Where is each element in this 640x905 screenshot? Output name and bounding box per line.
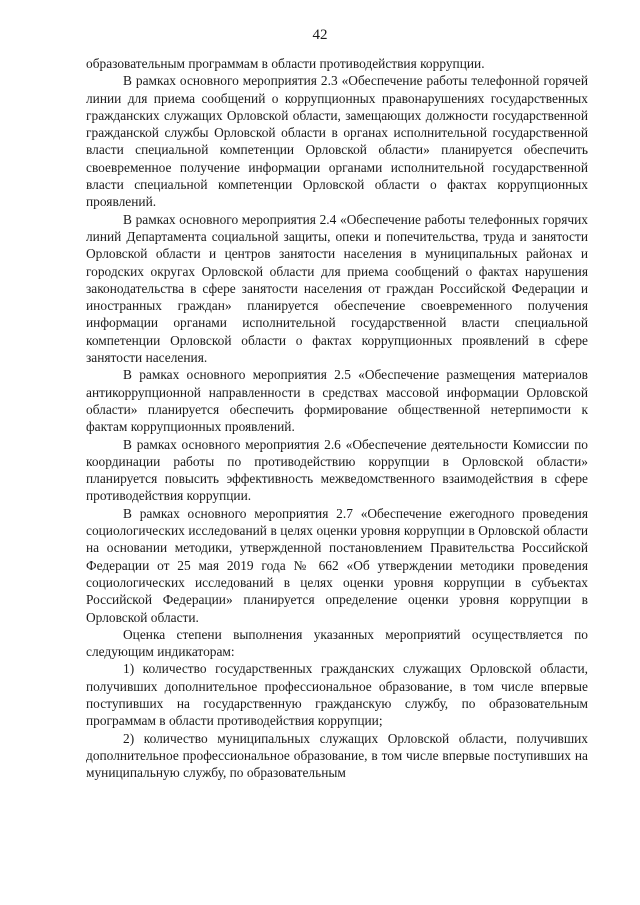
document-body <box>86 55 588 781</box>
page-number: 42 <box>312 27 328 43</box>
paragraph-measure-2-4: В рамках основного мероприятия 2.4 «Обеспечение работы телефонных горячих линий Департамента социальной защиты, опеки и попечительства, труда и занятости Орловской области и центров занятости населения в муниципальных районах и городских округах Орловской области для приема сообщений о фактах нарушения законодательства в сфере занятости населения от граждан Российской Федерации и иностранных граждан» планируется обеспечение своевременного получения информации органами исполнительной государственной власти специальной компетенции Орловской области о фактах коррупционных проявлений в сфере занятости населения. <box>86 211 588 366</box>
paragraph-indicators-intro: Оценка степени выполнения указанных мероприятий осуществляется по следующим индикаторам: <box>86 626 588 660</box>
paragraph-measure-2-5: В рамках основного мероприятия 2.5 «Обеспечение размещения материалов антикоррупционной направленности в средствах массовой информации Орловской области» планируется обеспечить формирование общественной нетерпимости к фактам коррупционных проявлений. <box>86 367 588 435</box>
paragraph-measure-2-3: В рамках основного мероприятия 2.3 «Обеспечение работы телефонной горячей линии для приема сообщений о коррупционных правонарушениях государственных гражданских служащих Орловской области, замещающих должности государственной гражданской службы Орловской области в органах исполнительной государственной власти специальной компетенции Орловской области» планируется обеспечить своевременное получение информации органами исполнительной государственной власти специальной компетенции Орловской области о фактах коррупционных проявлений. <box>86 73 588 210</box>
paragraph-measure-2-7: В рамках основного мероприятия 2.7 «Обеспечение ежегодного проведения социологических исследований в целях оценки уровня коррупции в Орловской области на основании методики, утвержденной постановлением Правительства Российской Федерации от 25 мая 2019 года № 662 «Об утверждении методики проведения социологических исследований в целях оценки уровня коррупции в субъектах Российской Федерации» планируется определение оценки уровня коррупции в Орловской области. <box>86 505 588 625</box>
list-item-indicator-2: 2) количество муниципальных служащих Орловской области, получивших дополнительное профессиональное образование, в том числе впервые поступивших на муниципальную службу, по образовательным <box>86 730 588 781</box>
paragraph-continuation: образовательным программам в области противодействия коррупции. <box>86 56 485 71</box>
paragraph-measure-2-6: В рамках основного мероприятия 2.6 «Обеспечение деятельности Комиссии по координации работы по противодействию коррупции в Орловской области» планируется повысить эффективность межведомственного взаимодействия в сфере противодействия коррупции. <box>86 436 588 504</box>
list-item-indicator-1: 1) количество государственных гражданских служащих Орловской области, получивших дополнительное профессиональное образование, в том числе впервые поступивших на государственную гражданскую службу, по образовательным программам в области противодействия коррупции; <box>86 661 588 729</box>
